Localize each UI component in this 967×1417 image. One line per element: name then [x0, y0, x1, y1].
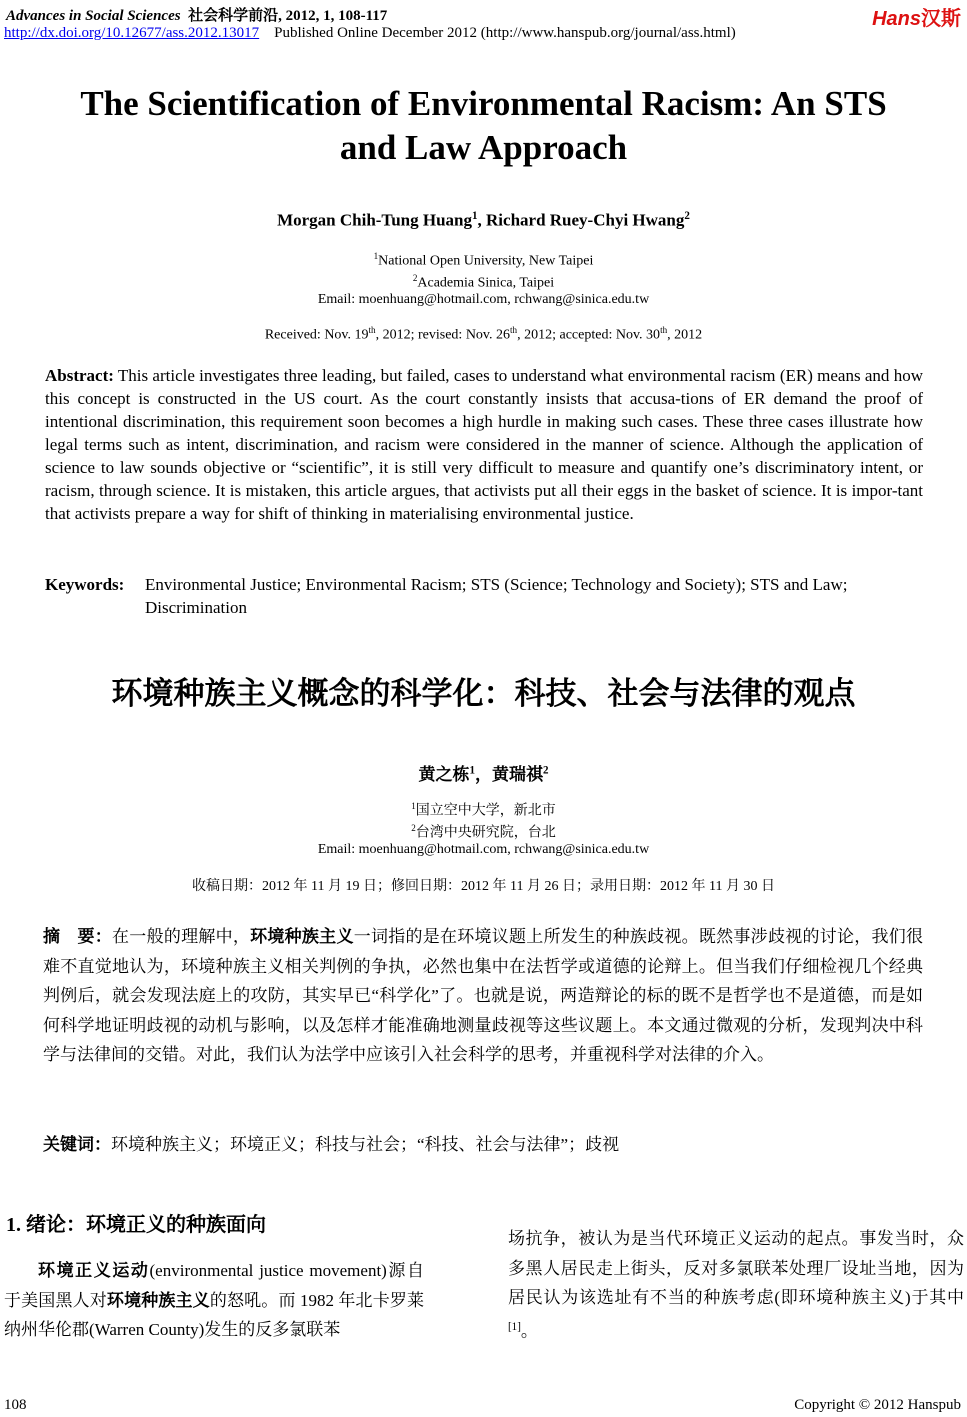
published-info: Published Online December 2012 (http://www.hanspub.org/journal/ass.html) — [274, 25, 736, 41]
aff-text: 台湾中央研究院，台北 — [415, 825, 556, 841]
d: Received: Nov. 19 — [264, 327, 369, 343]
th: th — [368, 325, 376, 335]
copyright: Copyright © 2012 Hanspub — [794, 1397, 961, 1413]
cn-title: 环境种族主义概念的科学化：科技、社会与法律的观点 — [111, 676, 856, 712]
text: 。 — [520, 1321, 538, 1341]
aff-sup: 2 — [412, 272, 418, 283]
email: Email: moenhuang@hotmail.com, rchwang@sinica.edu.tw — [317, 292, 650, 308]
section-heading: 1. 绪论：环境正义的种族面向 — [6, 1214, 266, 1236]
keywords — [45, 573, 923, 617]
term: 环境种族主义 — [250, 927, 354, 946]
affiliation — [0, 798, 967, 820]
term: 环境种族主义 — [106, 1290, 210, 1310]
title-line: The Scientification of Environmental Racism: An STS — [80, 84, 887, 123]
d: , 2012; revised: Nov. 26 — [375, 327, 511, 343]
author: Richard Ruey-Chyi Hwang — [486, 210, 685, 230]
text: 在一般的理解中， — [112, 927, 251, 946]
author: 黄之栋 — [418, 765, 470, 784]
d: , 2012; accepted: Nov. 30 — [517, 327, 661, 343]
cn-abstract — [43, 922, 923, 1070]
title-line: and Law Approach — [339, 128, 628, 167]
author-sup: 2 — [543, 764, 549, 777]
authors — [0, 210, 967, 231]
cn-keywords-label: 关键词： — [43, 1135, 111, 1154]
logo-text: Hans — [872, 8, 921, 30]
page-number: 108 — [4, 1397, 27, 1413]
doi-link[interactable]: http://dx.doi.org/10.12677/ass.2012.13017 — [4, 25, 260, 41]
aff-sup: 1 — [373, 251, 379, 261]
body-left-column — [4, 1256, 424, 1345]
abstract-text: This article investigates three leading, but failed, cases to understand what environmental racism (ER) means and how this concept is constructed in the US court. As the court constantly insists that accusa-tions of ER demand the proof of intentional discrimination, this requirement soon becomes a high hurdle in making such cases. These three cases illustrate how legal terms such as intent, discrimination, and racism were considered in the manner of science. Although the application of science to law sounds objective or “scientific”, it is still very difficult to measure and quantify one’s discriminatory intent, or racism, through science. It is mistaken, this article argues, that activists put all their eggs in the basket of science. It is impor-tant that activists prepare a way for shift of thinking in materialising environmental justice. — [45, 366, 923, 523]
cn-keywords-text: 环境种族主义；环境正义；科技与社会；“科技、社会与法律”；歧视 — [111, 1135, 620, 1154]
text: 的怒吼。而 1982 年北卡罗莱纳州华伦郡(Warren County)发生的反多氯联苯 — [4, 1290, 425, 1339]
text: 场抗争，被认为是当代环境正义运动的起点。事发当时，众多黑人居民走上街头，反对多氯联苯处理厂设址当地，因为居民认为该选址有不当的种族考虑(即环境种族主义)于其中 — [508, 1229, 964, 1307]
author-sup: 2 — [684, 210, 690, 222]
cn-abstract-label: 摘 要： — [43, 927, 113, 946]
journal-info: 社会科学前沿, 2012, 1, 108-117 — [188, 8, 388, 24]
aff-text: 国立空中大学，新北市 — [415, 803, 556, 819]
th: th — [660, 325, 668, 335]
sep: , — [477, 210, 487, 230]
keywords-label: Keywords: — [45, 575, 125, 594]
text: (environmental justice movement)源自于美国黑人对 — [4, 1261, 425, 1310]
sep: ， — [475, 765, 492, 784]
author-sup: 1 — [472, 210, 478, 222]
aff-sup: 2 — [411, 822, 416, 833]
affiliation — [0, 820, 967, 842]
affiliation — [0, 270, 967, 292]
cn-keywords — [43, 1130, 923, 1160]
journal-header — [6, 4, 387, 25]
citation-link[interactable]: [1] — [508, 1320, 521, 1333]
author: 黄瑞祺 — [492, 765, 543, 784]
body-right-column — [508, 1224, 964, 1346]
author-sup: 1 — [469, 764, 475, 777]
paper-title — [0, 82, 967, 170]
affiliations — [0, 248, 967, 308]
aff-text: Academia Sinica, Taipei — [417, 275, 555, 291]
cn-authors — [0, 760, 967, 785]
aff-sup: 1 — [411, 801, 416, 811]
keywords-text: Environmental Justice; Environmental Racism; STS (Science; Technology and Society); STS and Law; Discrimination — [145, 575, 848, 617]
journal-name: Advances in Social Sciences — [6, 8, 181, 24]
publication-line — [4, 25, 736, 42]
received-dates — [0, 322, 967, 344]
cn-dates: 收稿日期：2012 年 11 月 19 日；修回日期：2012 年 11 月 26 日；录用日期：2012 年 11 月 30 日 — [192, 879, 775, 894]
aff-text: National Open University, New Taipei — [378, 253, 594, 269]
term: 环境正义运动 — [38, 1261, 150, 1280]
text: 一词指的是在环境议题上所发生的种族歧视。既然事涉歧视的讨论，我们很难不直觉地认为，环境种族主义相关判例的争执，必然也集中在法哲学或道德的论辩上。但当我们仔细检视几个经典判例后，就会发现法庭上的攻防，其实早已“科学化”了。也就是说，两造辩论的标的既不是哲学也不是道德，而是如何科学地证明歧视的动机与影响，以及怎样才能准确地测量歧视等这些议题上。本文通过微观的分析，发现判决中科学与法律间的交错。对此，我们认为法学中应该引入社会科学的思考，并重视科学对法律的介入。 — [43, 927, 924, 1064]
author: Morgan Chih-Tung Huang — [277, 210, 472, 230]
cn-affiliations — [0, 798, 967, 858]
hans-logo — [872, 2, 961, 31]
th: th — [510, 325, 518, 335]
affiliation — [0, 248, 967, 270]
d: , 2012 — [667, 327, 703, 343]
logo-cn-text: 汉斯 — [921, 8, 961, 30]
abstract — [45, 364, 923, 525]
email: Email: moenhuang@hotmail.com, rchwang@sinica.edu.tw — [317, 842, 650, 858]
abstract-label: Abstract: — [45, 366, 114, 385]
